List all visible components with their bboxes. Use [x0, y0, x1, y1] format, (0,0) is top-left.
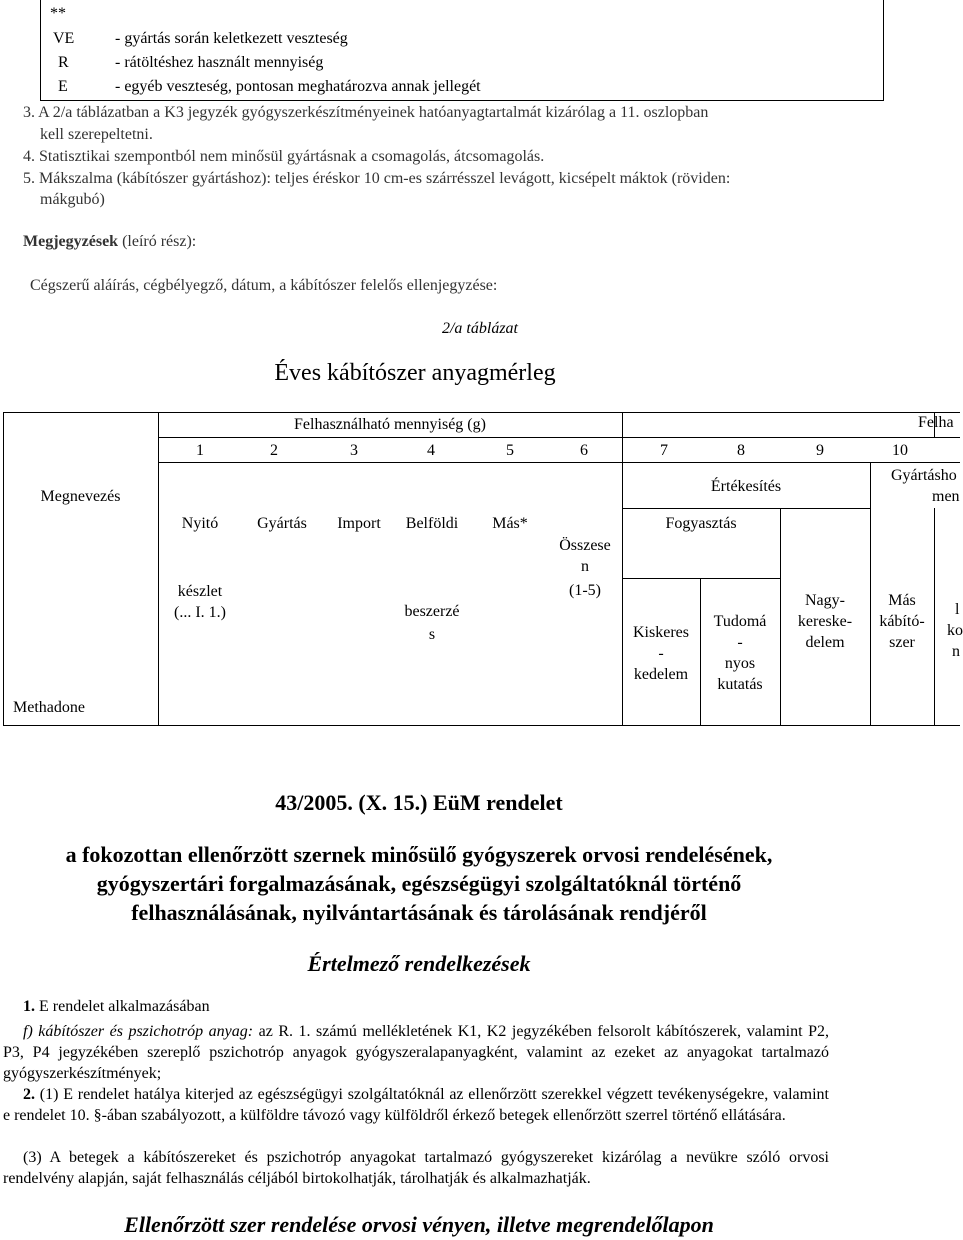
paragraph-1: [23, 998, 210, 1016]
paragraph-2-number: 2.: [23, 1086, 35, 1103]
col-total-3: (1-5): [569, 582, 601, 599]
col-research-2: -: [737, 634, 743, 651]
legend-code: E: [58, 78, 68, 95]
note-5-cont: mákgubó): [40, 191, 105, 208]
table-title: Éves kábítószer anyagmérleg: [274, 360, 556, 386]
col-research-3: nyos: [724, 655, 756, 672]
note-3: 3. A 2/a táblázatban a K3 jegyzék gyógyszerkészítményeinek hatóanyagtartalmát kizárólag a 11. oszlopban: [23, 104, 709, 121]
col-number: 2: [270, 442, 278, 459]
paragraph-1f-label: f) kábítószer és pszichotróp anyag:: [23, 1023, 254, 1040]
row-header: Megnevezés: [40, 488, 121, 505]
col-production: Gyártás: [257, 515, 307, 532]
row-item: Methadone: [13, 699, 85, 716]
legend-code: R: [58, 54, 69, 71]
col-production-use: Gyártásho: [891, 467, 957, 484]
col-wholesale-2: kereske-: [797, 613, 853, 630]
col-total: Összese: [559, 537, 611, 554]
col-number: 7: [660, 442, 668, 459]
col-number: 1: [196, 442, 204, 459]
col-opening-stock-2: készlet: [177, 583, 223, 600]
bottom-heading: Ellenőrzött szer rendelése orvosi vényen, illetve megrendelőlapon: [124, 1212, 714, 1237]
note-4: 4. Statisztikai szempontból nem minősül gyártásnak a csomagolás, átcsomagolás.: [23, 148, 545, 165]
group-header-available: Felhasználható mennyiség (g): [294, 416, 486, 433]
paragraph-1f: [3, 1021, 829, 1084]
table-label: 2/a táblázat: [441, 320, 518, 337]
remarks-label: Megjegyzések: [23, 233, 119, 250]
col-retail-3: kedelem: [633, 666, 689, 683]
legend-desc: - egyéb veszteség, pontosan meghatározva annak jellegét: [115, 78, 481, 95]
remarks-rest: (leíró rész):: [118, 233, 197, 250]
legend-desc: - gyártás során keletkezett veszteség: [115, 30, 348, 47]
col-other-drug-2: kábító-: [879, 613, 925, 630]
col-import: Import: [337, 515, 381, 532]
col-other-drug: Más: [888, 592, 916, 609]
col-domestic: Belföldi: [405, 515, 459, 532]
section-title: Értelmező rendelkezések: [307, 951, 531, 976]
col-other: Más*: [492, 515, 528, 532]
col-production-use-2: men: [932, 488, 960, 505]
col-number: 6: [580, 442, 588, 459]
paragraph-2-text: (1) E rendelet hatálya kiterjed az egészségügyi szolgáltatóknál az ellenőrzött szerekkel végzett tevékenységekre, valamint e rendelet 10. §-ában szabályozott, a külföldre távozó vagy külföldről érkező betegek ellenőrzött szerrel történő ellátására.: [3, 1086, 829, 1124]
col-total-2: n: [581, 558, 589, 575]
group-header-used: Felha: [918, 414, 954, 431]
paragraph-1-text: E rendelet alkalmazásában: [35, 998, 210, 1015]
col-domestic-3: s: [428, 626, 436, 643]
col-domestic-2: beszerzé: [404, 603, 460, 620]
decree-title-3: felhasználásának, nyilvántartásának és tárolásának rendjéről: [131, 900, 707, 925]
col-number: 10: [892, 442, 908, 459]
col-opening-stock-3: (... I. 1.): [174, 604, 226, 621]
col-number: 8: [737, 442, 745, 459]
col-number: 5: [506, 442, 514, 459]
col-number: 9: [816, 442, 824, 459]
paragraph-2: [3, 1084, 829, 1126]
col-consumption: Fogyasztás: [665, 515, 737, 532]
col-research: Tudomá: [713, 613, 767, 630]
col-opening-stock: Nyitó: [181, 515, 219, 532]
col-other-drug-3: szer: [889, 634, 915, 651]
paragraph-1f-text: az R. 1. számú mellékletének K1, K2 jegyzékében felsorolt kábítószerek, valamint P2, P3, P4 jegyzékében szereplő pszichotróp anyagok gyógyszeralapanyagként, valamint az ezeket az anyagokat tartalmazó gyógyszerkészítmények;: [3, 1023, 829, 1082]
decree-title: a fokozottan ellenőrzött szernek minősülő gyógyszerek orvosi rendelésének,: [65, 842, 773, 867]
note-3-cont: kell szerepeltetni.: [40, 126, 153, 143]
signature-line: Cégszerű aláírás, cégbélyegző, dátum, a kábítószer felelős ellenjegyzése:: [30, 277, 498, 294]
col-sales: Értékesítés: [710, 478, 782, 495]
decree-number: 43/2005. (X. 15.) EüM rendelet: [275, 790, 563, 815]
col-cut-off-2: ko: [947, 622, 963, 639]
col-research-4: kutatás: [717, 676, 763, 693]
legend-desc: - rátöltéshez használt mennyiség: [115, 54, 324, 71]
legend-stars: **: [50, 5, 66, 22]
col-wholesale: Nagy-: [805, 592, 845, 609]
col-cut-off: l: [955, 601, 960, 618]
col-retail: Kiskeres: [633, 624, 689, 641]
legend-code: VE: [53, 30, 75, 47]
col-number: 3: [350, 442, 358, 459]
col-wholesale-3: delem: [805, 634, 845, 651]
col-retail-2: -: [658, 645, 664, 662]
decree-title-2: gyógyszertári forgalmazásának, egészségügyi szolgáltatóknál történő: [96, 871, 742, 896]
remarks: [23, 233, 196, 251]
col-number: 4: [427, 442, 435, 459]
paragraph-2-3: (3) A betegek a kábítószereket és pszichotróp anyagokat tartalmazó gyógyszereket kizárólag a nevükre szóló orvosi rendelvény alapján, saját felhasználás céljából birtokolhatják, tárolhatják és alkalmazhatják.: [3, 1149, 829, 1187]
paragraph-1-number: 1.: [23, 998, 35, 1015]
col-cut-off-3: n: [952, 643, 960, 660]
note-5: 5. Mákszalma (kábítószer gyártáshoz): teljes éréskor 10 cm-es szárrésszel levágott, kicsépelt máktok (röviden:: [23, 170, 731, 187]
